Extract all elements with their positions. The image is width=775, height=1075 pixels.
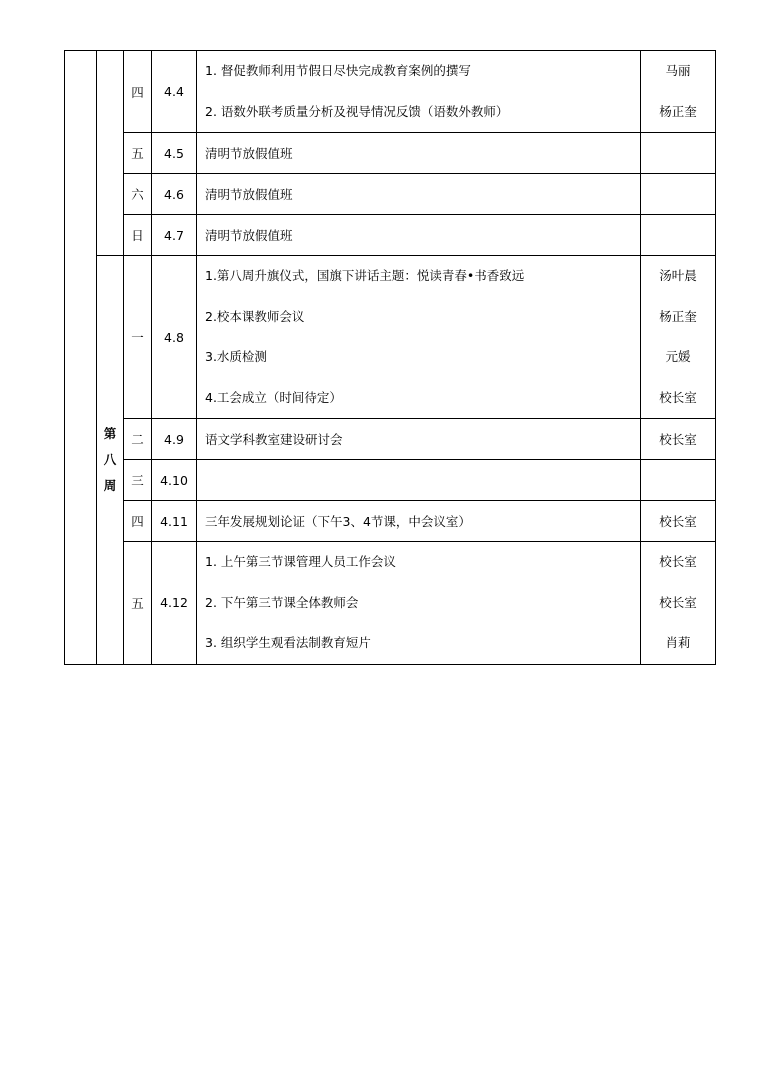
day-cell: 四	[124, 501, 152, 542]
content-line: 1. 上午第三节课管理人员工作会议	[205, 554, 396, 569]
table-row	[65, 215, 716, 256]
content-line: 3.水质检测	[205, 349, 267, 364]
table-row	[65, 51, 716, 133]
table-row	[65, 460, 716, 501]
date-cell: 4.11	[152, 501, 197, 542]
content-cell	[197, 542, 641, 665]
content-cell: 清明节放假值班	[197, 133, 641, 174]
day-cell: 六	[124, 174, 152, 215]
content-cell	[197, 51, 641, 133]
week-label-char: 周	[103, 477, 117, 493]
table-row	[65, 133, 716, 174]
person-cell	[641, 256, 716, 419]
day-cell: 五	[124, 133, 152, 174]
day-cell: 日	[124, 215, 152, 256]
week-label-cell-prev	[97, 51, 124, 256]
person-cell	[641, 542, 716, 665]
content-cell: 清明节放假值班	[197, 174, 641, 215]
date-cell: 4.9	[152, 419, 197, 460]
week-label	[97, 421, 123, 499]
person-cell: 校长室	[641, 501, 716, 542]
day-cell: 五	[124, 542, 152, 665]
day-cell: 三	[124, 460, 152, 501]
date-cell: 4.5	[152, 133, 197, 174]
table-row	[65, 174, 716, 215]
person-line: 马丽	[665, 63, 691, 78]
content-cell	[197, 256, 641, 419]
person-line: 汤叶晨	[659, 268, 697, 283]
table-row	[65, 501, 716, 542]
person-cell	[641, 215, 716, 256]
content-cell	[197, 460, 641, 501]
day-cell: 一	[124, 256, 152, 419]
table-row	[65, 419, 716, 460]
person-cell	[641, 133, 716, 174]
content-cell: 语文学科教室建设研讨会	[197, 419, 641, 460]
person-line: 肖莉	[665, 635, 691, 650]
day-cell: 四	[124, 51, 152, 133]
person-cell	[641, 174, 716, 215]
date-cell: 4.4	[152, 51, 197, 133]
content-cell: 清明节放假值班	[197, 215, 641, 256]
content-line: 3. 组织学生观看法制教育短片	[205, 635, 371, 650]
person-cell	[641, 460, 716, 501]
person-line: 校长室	[659, 389, 697, 405]
person-line: 元媛	[665, 349, 691, 364]
person-line: 校长室	[659, 554, 697, 569]
week-label-cell	[97, 256, 124, 665]
content-line: 4.工会成立（时间待定）	[205, 389, 342, 405]
date-cell: 4.7	[152, 215, 197, 256]
date-cell: 4.12	[152, 542, 197, 665]
content-cell: 三年发展规划论证（下午3、4节课，中会议室）	[197, 501, 641, 542]
person-line: 杨正奎	[659, 308, 697, 324]
week-label-char: 八	[103, 451, 117, 467]
content-line: 2. 语数外联考质量分析及视导情况反馈（语数外教师）	[205, 103, 509, 119]
person-line: 校长室	[659, 594, 697, 610]
person-line: 杨正奎	[659, 103, 697, 119]
table-row	[65, 256, 716, 419]
date-cell: 4.10	[152, 460, 197, 501]
content-line: 1. 督促教师利用节假日尽快完成教育案例的撰写	[205, 63, 471, 78]
date-cell: 4.8	[152, 256, 197, 419]
person-cell	[641, 51, 716, 133]
content-line: 1.第八周升旗仪式，国旗下讲话主题：悦读青春•书香致远	[205, 268, 525, 283]
day-cell: 二	[124, 419, 152, 460]
week-label-char: 第	[103, 425, 117, 441]
content-line: 2. 下午第三节课全体教师会	[205, 594, 359, 610]
table-row	[65, 542, 716, 665]
person-cell: 校长室	[641, 419, 716, 460]
date-cell: 4.6	[152, 174, 197, 215]
month-column-cell	[65, 51, 97, 665]
schedule-table	[64, 50, 716, 665]
content-line: 2.校本课教师会议	[205, 308, 305, 324]
